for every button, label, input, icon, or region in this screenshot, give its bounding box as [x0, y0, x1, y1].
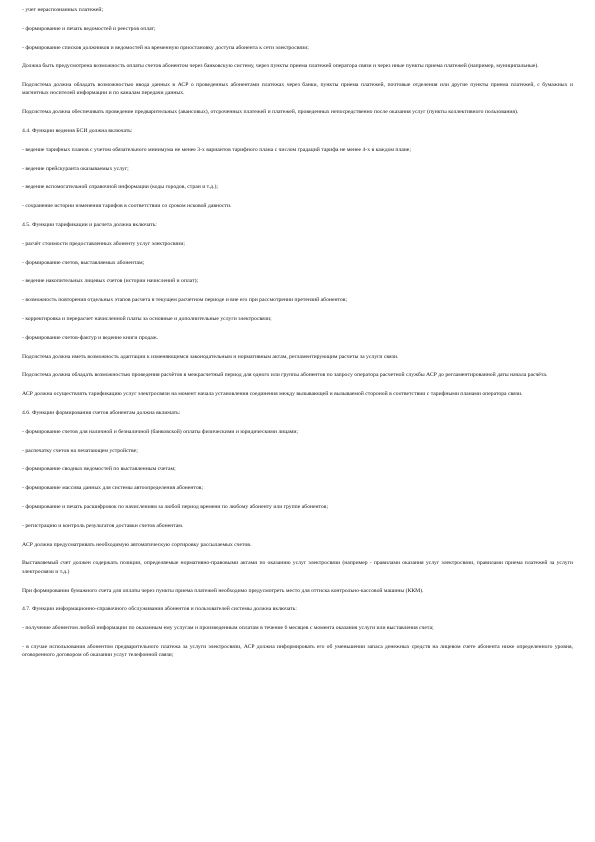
paragraph: - формирование счетов, выставляемых абонентам; — [22, 259, 145, 266]
section-heading: 4.5. Функции тарификации и расчета должна включать: — [22, 222, 157, 229]
paragraph: - расчёт стоимости предоставленных абоненту услуг электросвязи; — [22, 240, 185, 247]
paragraph: АСР должна осуществлять тарификацию услуг электросвязи на момент начала установления соединения между вызывающей и вызываемой стороной в соответствии с тарифными планами оператора связи. — [22, 391, 523, 398]
section-heading: 4.6. Функции формирования счетов абонентам должна включать: — [22, 410, 181, 417]
paragraph: - формирование списков должников и ведомостей на временную приостановку доступа абонента к сети электросвязи; — [22, 44, 309, 51]
section-heading: 4.4. Функции ведения БСИ должна включать: — [22, 128, 133, 135]
paragraph: - получение абонентом любой информации по оказанным ему услугам и произведенным оплатам в течение 6 месяцев с момента оказания услуги или выставления счета; — [22, 625, 434, 632]
document-page — [22, 6, 573, 670]
paragraph: Подсистема должна иметь возможность адаптации к изменяющимся законодательным и нормативным актам, регламентирующим расчеты за услуги связи. — [22, 353, 399, 360]
paragraph: - ведение прейскуранта оказываемых услуг; — [22, 165, 129, 172]
paragraph: - формирование и печать ведомостей и реестров оплат; — [22, 25, 156, 32]
paragraph: Подсистема должна обладать возможностью проведения расчётов в межрасчетный период для одного или группы абонентов по запросу оператора расчетной службы АСР до регламентированной даты начала расчёта. — [22, 372, 548, 379]
paragraph: Выставляемый счет должен содержать позиции, определяемые нормативно-правовыми актами по оказанию услуг электросвязи (например - правилами оказания услуг электросвязи, правилами приема платежей за услуги электросвязи и т.д.) — [22, 560, 573, 575]
paragraph: - формирование сводных ведомостей по выставленным счетам; — [22, 466, 176, 473]
paragraph: Подсистема должна обеспечивать проведение предварительных (авансовых), отсроченных платежей и платежей, проведенных непосредственно после оказания услуг (пункты коллективного пользования). — [22, 109, 519, 116]
paragraph: - распечатку счетов на печатающем устройстве; — [22, 447, 138, 454]
paragraph: - в случае использования абонентом предварительного платежа за услуги электросвязи, АСР должна информировать его об уменьшении запаса денежных средств на лицевом счете абонента ниже определенного уровня, оговоренного договором об оказании услуг телефонной связи; — [22, 643, 573, 659]
paragraph: - возможность повторения отдельных этапов расчета в текущем расчетном периоде и вне его при рассмотрении претензий абонентов; — [22, 297, 348, 304]
paragraph: - ведение вспомогательной справочной информации (коды городов, стран и т.д.); — [22, 184, 218, 191]
paragraph: - формирование массива данных для системы автоопределения абонентов; — [22, 485, 203, 492]
paragraph: - формирование счетов-фактур и ведение книги продаж. — [22, 334, 159, 341]
paragraph: - регистрацию и контроль результатов доставки счетов абонентам. — [22, 522, 184, 529]
section-heading: 4.7. Функции информационно-справочного обслуживания абонентов и пользователей системы должна включать: — [22, 606, 297, 613]
paragraph: АСР должна предусматривать необходимую автоматическую сортировку рассылаемых счетов. — [22, 541, 252, 548]
paragraph: - формирование счетов для наличной и безналичной (банковской) оплаты физическими и юридическими лицами; — [22, 428, 299, 435]
paragraph: - сохранение истории изменения тарифов в соответствии со сроком исковой давности. — [22, 203, 232, 210]
paragraph: - ведение накопительных лицевых счетов (истории начислений и оплат); — [22, 278, 199, 285]
paragraph: Должна быть предусмотрена возможность оплаты счетов абонентом через банковскую систему, через пункты приема платежей оператора связи и через иные пункты приема платежей (например, муниципальные). — [22, 63, 539, 70]
paragraph: - учет нераспознанных платежей; — [22, 7, 104, 13]
paragraph: - формирование и печать расшифровок по начислениям за любой период времени по любому абоненту или группе абонентов; — [22, 504, 329, 511]
paragraph: Подсистема должна обладать возможностью ввода данных в АСР о проведенных абонентами платежах через банки, пункты приема платежей, почтовые отделения или другие пункты приема платежей, с бумажных и магнитных носителей информации и по каналам передачи данных. — [22, 82, 573, 97]
paragraph: - ведение тарифных планов с учетом обязательного минимума не менее 3-х вариантов тарифного плана с числом градаций тарифа не менее 4-х в каждом плане; — [22, 146, 411, 153]
paragraph: - корректировка и перерасчет начисленной платы за основные и дополнительные услуги электросвязи; — [22, 316, 272, 323]
paragraph: При формировании бумажного счета для оплаты через пункты приема платежей необходимо предусмотреть место для оттиска контрольно-кассовой машины (ККМ). — [22, 587, 424, 594]
